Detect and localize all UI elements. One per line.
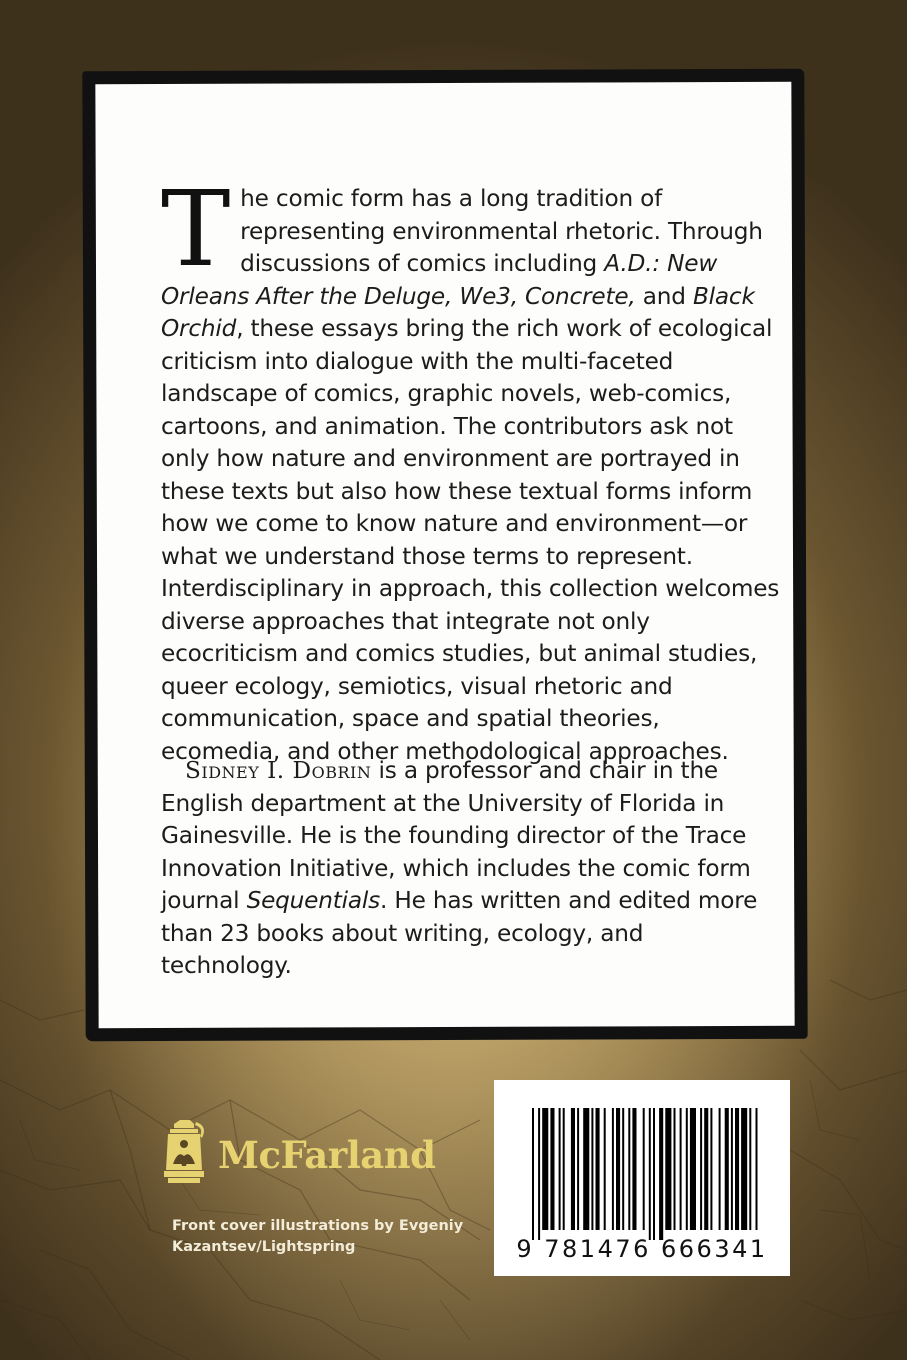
barcode-bar <box>665 1108 671 1230</box>
description-text-2: and <box>635 282 693 310</box>
barcode-bar <box>628 1108 630 1230</box>
barcode-bar <box>622 1108 624 1230</box>
book-description <box>161 168 781 768</box>
barcode-bar <box>538 1108 540 1240</box>
comic-titles-1: A.D.: New Orleans After the Deluge, We3, Concrete, <box>161 250 718 310</box>
barcode-bar <box>571 1108 575 1230</box>
barcode-bar <box>690 1108 696 1230</box>
barcode-bar <box>674 1108 676 1230</box>
barcode <box>494 1080 790 1276</box>
barcode-bar <box>591 1108 593 1230</box>
isbn-number: 9 781476 666341 <box>516 1235 768 1263</box>
publisher-logo <box>160 1120 436 1190</box>
barcode-bar <box>731 1108 733 1230</box>
barcode-bar <box>559 1108 561 1230</box>
barcode-bar <box>686 1108 688 1230</box>
barcode-bars <box>494 1080 790 1240</box>
barcode-bar <box>542 1108 548 1230</box>
barcode-bar <box>719 1108 721 1230</box>
author-bio <box>161 755 781 983</box>
bio-text-2: . He has written and edited more than 23 books about writing, ecology, and technology. <box>161 887 758 979</box>
author-name: Sidney I. Dobrin <box>185 757 372 784</box>
barcode-bar <box>741 1108 747 1230</box>
barcode-bar <box>680 1108 682 1230</box>
description-text-1: he comic form has a long tradition of representing environmental rhetoric. Through discussions of comics including <box>240 185 763 277</box>
barcode-bar <box>704 1108 708 1230</box>
publisher-name: McFarland <box>218 1133 436 1177</box>
barcode-bar <box>616 1108 620 1230</box>
barcode-bar <box>643 1108 645 1230</box>
barcode-bar <box>604 1108 606 1230</box>
barcode-bar <box>596 1108 600 1230</box>
cover-credit: Front cover illustrations by Evgeniy Kazantsev/Lightspring <box>172 1218 464 1255</box>
barcode-bar <box>583 1108 589 1230</box>
barcode-bar <box>550 1108 554 1230</box>
barcode-bar <box>735 1108 739 1230</box>
drop-cap: T <box>161 168 231 290</box>
description-text-3: , these essays bring the rich work of ecological criticism into dialogue with the multi-faceted landscape of comics, graphic novels, web-comics, cartoons, and animation. The contributors ask not only how nature and environment are portrayed in these texts but also how these textual forms inform how we come to know nature and environment—or what we understand those terms to represent. Interdisciplinary in approach, this collection welcomes diverse approaches that integrate not only ecocriticism and comics studies, but animal studies, queer ecology, semiotics, visual rhetoric and communication, space and spatial theories, ecomedia, and other methodological approaches. <box>161 315 780 765</box>
barcode-bar <box>577 1108 579 1230</box>
barcode-bar <box>725 1108 729 1230</box>
bio-text-1: is a professor and chair in the English department at the University of Florida in Gainesville. He is the founding director of the Trace Innovation Initiative, which includes the comic form journal <box>161 757 751 914</box>
barcode-bar <box>653 1108 655 1240</box>
barcode-bar <box>649 1108 651 1240</box>
barcode-bar <box>659 1108 663 1240</box>
barcode-bar <box>632 1108 636 1230</box>
lantern-icon <box>160 1120 210 1190</box>
barcode-bar <box>612 1108 614 1230</box>
barcode-bar <box>700 1108 702 1230</box>
barcode-bar <box>532 1108 534 1240</box>
barcode-bar <box>563 1108 565 1230</box>
barcode-bar <box>756 1108 758 1230</box>
barcode-bar <box>710 1108 712 1230</box>
comic-title-2: Black Orchid <box>161 282 755 342</box>
barcode-bar <box>749 1108 751 1230</box>
journal-title: Sequentials <box>246 887 381 914</box>
